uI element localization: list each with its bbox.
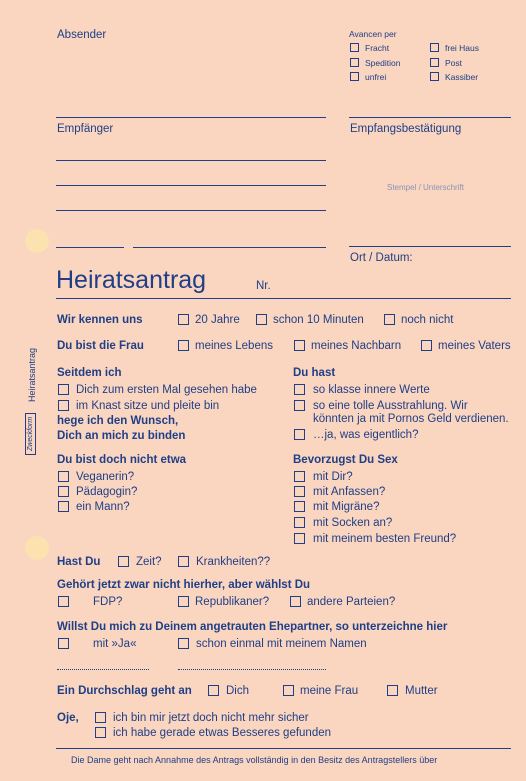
q9-option: schon einmal mit meinem Namen [196, 638, 367, 650]
advance-option: Fracht [365, 43, 390, 53]
q10-option: meine Frau [300, 685, 359, 697]
advance-option: unfrei [365, 72, 387, 82]
advance-option: Spedition [365, 58, 401, 68]
checkbox-veganerin[interactable] [58, 471, 69, 482]
sender-label: Absender [57, 29, 107, 41]
checkbox-meines-vaters[interactable] [421, 340, 432, 351]
checkbox-noch-nicht[interactable] [384, 314, 395, 325]
q7-option: Krankheiten?? [196, 556, 271, 568]
side-title: Heiratsantrag [27, 347, 37, 402]
q1-option: schon 10 Minuten [273, 314, 364, 326]
recipient-line[interactable] [56, 210, 326, 211]
q2-option: meines Lebens [195, 340, 273, 352]
q6-label: Bevorzugst Du Sex [293, 454, 398, 466]
recipient-line-long[interactable] [133, 247, 326, 248]
checkbox-namen[interactable] [178, 638, 189, 649]
q4-option: so eine tolle Ausstrahlung. Wir [313, 400, 468, 412]
checkbox-dich[interactable] [208, 685, 219, 696]
q4-option: …ja, was eigentlich? [313, 429, 419, 441]
q1-label: Wir kennen uns [57, 314, 143, 326]
checkbox-innere-werte[interactable] [294, 384, 305, 395]
q11-label: Oje, [57, 712, 79, 724]
q6-option: mit Migräne? [313, 501, 380, 513]
checkbox-mann[interactable] [58, 501, 69, 512]
q6-option: mit Anfassen? [313, 486, 386, 498]
recipient-label: Empfänger [57, 123, 114, 135]
checkbox-was-eigentlich[interactable] [294, 429, 305, 440]
q8-label: Gehört jetzt zwar nicht hierher, aber wählst Du [57, 579, 311, 591]
checkbox-20-jahre[interactable] [178, 314, 189, 325]
checkbox-mit-dir[interactable] [294, 471, 305, 482]
q3-option: Dich zum ersten Mal gesehen habe [76, 384, 257, 396]
q10-option: Dich [226, 685, 250, 697]
q5-label: Du bist doch nicht etwa [57, 454, 187, 466]
punch-hole-bottom [25, 536, 49, 560]
receipt-label: Empfangsbestätigung [350, 123, 462, 135]
q10-option: Mutter [405, 685, 438, 697]
checkbox-mit-ja[interactable] [58, 638, 69, 649]
checkbox-krankheiten[interactable] [178, 556, 189, 567]
checkbox-meines-lebens[interactable] [178, 340, 189, 351]
receipt-line [349, 117, 511, 118]
checkbox-mutter[interactable] [387, 685, 398, 696]
q3-wish-line1: hege ich den Wunsch, [57, 415, 179, 427]
q2-label: Du bist die Frau [57, 340, 144, 352]
q5-option: ein Mann? [76, 501, 130, 513]
q6-option: mit Socken an? [313, 517, 393, 529]
q7-label: Hast Du [57, 556, 101, 568]
q7-option: Zeit? [136, 556, 162, 568]
q8-option: FDP? [93, 596, 123, 608]
recipient-line[interactable] [56, 185, 326, 186]
signature-dotted-line[interactable] [178, 669, 326, 670]
signature-line[interactable] [349, 246, 511, 247]
punch-hole-top [25, 229, 49, 253]
advance-title: Avancen per [349, 29, 397, 39]
stamp-label: Stempel / Unterschrift [387, 183, 464, 192]
sender-line [56, 117, 326, 118]
checkbox-unfrei[interactable] [350, 72, 359, 81]
q3-label: Seitdem ich [57, 367, 122, 379]
checkbox-kassiber[interactable] [430, 72, 439, 81]
title-line [56, 298, 511, 299]
checkbox-10-minuten[interactable] [256, 314, 267, 325]
checkbox-fracht[interactable] [350, 43, 359, 52]
footer-line [56, 748, 511, 749]
checkbox-meine-frau[interactable] [283, 685, 294, 696]
checkbox-frei-haus[interactable] [430, 43, 439, 52]
checkbox-ausstrahlung[interactable] [294, 400, 305, 411]
advance-option: frei Haus [445, 43, 480, 53]
footer-text: Die Dame geht nach Annahme des Antrags vollständig in den Besitz des Antragstellers über [71, 755, 438, 765]
checkbox-anfassen[interactable] [294, 486, 305, 497]
checkbox-socken[interactable] [294, 517, 305, 528]
checkbox-republikaner[interactable] [178, 596, 189, 607]
q9-option: mit »Ja« [93, 638, 137, 650]
q2-option: meines Vaters [438, 340, 511, 352]
checkbox-besseres[interactable] [95, 727, 106, 738]
checkbox-ersten-mal[interactable] [58, 384, 69, 395]
q3-option: im Knast sitze und pleite bin [76, 400, 220, 412]
advance-option: Post [445, 58, 463, 68]
q2-option: meines Nachbarn [311, 340, 402, 352]
place-date-label: Ort / Datum: [350, 252, 413, 264]
recipient-line-short[interactable] [56, 247, 124, 248]
q4-label: Du hast [293, 367, 336, 379]
checkbox-post[interactable] [430, 58, 439, 67]
nr-label: Nr. [256, 280, 271, 292]
q11-option: ich habe gerade etwas Besseres gefunden [113, 727, 332, 739]
q1-option: noch nicht [401, 314, 454, 326]
checkbox-fdp[interactable] [58, 596, 69, 607]
brand-logo: Zweckform [25, 413, 36, 455]
q8-option: andere Parteien? [307, 596, 396, 608]
checkbox-spedition[interactable] [350, 58, 359, 67]
checkbox-knast[interactable] [58, 400, 69, 411]
q8-option: Republikaner? [195, 596, 270, 608]
checkbox-meines-nachbarn[interactable] [294, 340, 305, 351]
q1-option: 20 Jahre [195, 314, 240, 326]
checkbox-nicht-sicher[interactable] [95, 712, 106, 723]
advance-option: Kassiber [445, 72, 479, 82]
q11-option: ich bin mir jetzt doch nicht mehr sicher [113, 712, 309, 724]
checkbox-zeit[interactable] [118, 556, 129, 567]
recipient-line[interactable] [56, 160, 326, 161]
checkbox-migraene[interactable] [294, 501, 305, 512]
q6-option: mit meinem besten Freund? [313, 533, 457, 545]
q4-option-cont: könnten ja mit Pornos Geld verdienen. [313, 413, 509, 425]
q4-option: so klasse innere Werte [313, 384, 430, 396]
checkbox-paedagogin[interactable] [58, 486, 69, 497]
q6-option: mit Dir? [313, 471, 353, 483]
form-title: Heiratsantrag [56, 266, 207, 294]
q3-wish-line2: Dich an mich zu binden [57, 430, 186, 442]
q5-option: Veganerin? [76, 471, 135, 483]
signature-dotted-line[interactable] [57, 669, 149, 670]
q10-label: Ein Durchschlag geht an [57, 685, 192, 697]
checkbox-bester-freund[interactable] [294, 533, 305, 544]
checkbox-andere-parteien[interactable] [290, 596, 301, 607]
q9-label: Willst Du mich zu Deinem angetrauten Ehepartner, so unterzeichne hier [57, 621, 448, 633]
q5-option: Pädagogin? [76, 486, 138, 498]
